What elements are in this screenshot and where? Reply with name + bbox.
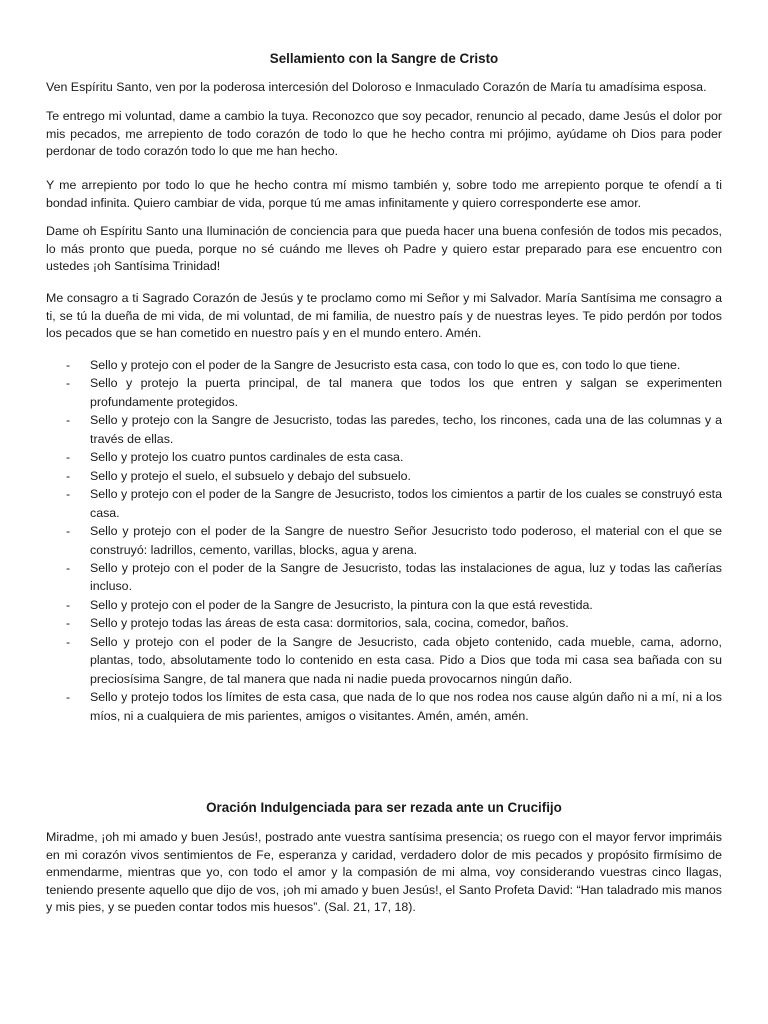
list-item-text: Sello y protejo con el poder de la Sangre de nuestro Señor Jesucristo todo poderoso, el material con el que se construyó: ladrillos, cemento, varillas, blocks, agua y arena. — [90, 524, 722, 557]
list-dash: - — [66, 634, 71, 649]
section-title-sellamiento: Sellamiento con la Sangre de Cristo — [269, 51, 499, 66]
list-dash: - — [66, 358, 71, 372]
list-item — [46, 596, 722, 614]
list-dash: - — [66, 468, 71, 483]
list-item-text: Sello y protejo los cuatro puntos cardinales de esta casa. — [90, 450, 404, 465]
list-dash: - — [66, 690, 71, 705]
list-dash: - — [66, 616, 71, 631]
list-item — [46, 448, 722, 466]
seal-list — [46, 356, 722, 725]
list-item-text: Sello y protejo con el poder de la Sangre de Jesucristo, todos los cimientos a partir de los cuales se construyó esta casa. — [90, 487, 722, 520]
list-item — [46, 374, 722, 411]
list-item — [46, 522, 722, 559]
list-item-text: Sello y protejo la puerta principal, de tal manera que todos los que entren y salgan se experimenten profundamente protegidos. — [90, 376, 722, 409]
list-item — [46, 633, 722, 688]
list-item — [46, 485, 722, 522]
list-item-text: Sello y protejo el suelo, el subsuelo y debajo del subsuelo. — [90, 468, 411, 483]
list-item — [46, 411, 722, 448]
list-item-text: Sello y protejo con el poder de la Sangre de Jesucristo, cada objeto contenido, cada mueble, cama, adorno, plantas, todo, absolutamente todo lo contenido en esta casa. Pido a Dios que toda mi casa sea bañada con su preciosísima Sangre, de tal manera que nada ni nadie pueda provocarnos ningún daño. — [90, 634, 722, 686]
list-item-text: Sello y protejo con la Sangre de Jesucristo, todas las paredes, techo, los rincones, cada una de las columnas y a través de ellas. — [90, 413, 722, 446]
list-dash: - — [66, 524, 71, 539]
paragraph-repentance: Y me arrepiento por todo lo que he hecho contra mí mismo también y, sobre todo me arrepiento porque te ofendí a ti bondad infinita. Quiero cambiar de vida, porque tú me amas infinitamente y quiero corresponderte ese amor. — [46, 178, 722, 210]
list-item-text: Sello y protejo todos los límites de esta casa, que nada de lo que nos rodea nos cause algún daño ni a mí, ni a los míos, ni a cualquiera de mis parientes, amigos o visitantes. Amén, amén, amén. — [90, 690, 722, 723]
list-item-text: Sello y protejo con el poder de la Sangre de Jesucristo, todas las instalaciones de agua, luz y todas las cañerías incluso. — [90, 560, 722, 594]
paragraph-illumination: Dame oh Espíritu Santo una Iluminación de conciencia para que pueda hacer una buena confesión de todos mis pecados, lo más pronto que pueda, porque no sé cuándo me lleves oh Padre y quiero estar preparado para ese encuentro con ustedes ¡oh Santísima Trinidad! — [46, 224, 722, 274]
list-item — [46, 467, 722, 485]
list-dash: - — [66, 597, 71, 612]
list-dash: - — [66, 487, 71, 502]
list-item-text: Sello y protejo con el poder de la Sangre de Jesucristo esta casa, con todo lo que es, con todo lo que tiene. — [90, 358, 681, 372]
list-dash: - — [66, 376, 71, 391]
list-item-text: Sello y protejo con el poder de la Sangre de Jesucristo, la pintura con la que está revestida. — [90, 597, 593, 612]
paragraph-consecration: Me consagro a ti Sagrado Corazón de Jesús y te proclamo como mi Señor y mi Salvador. María Santísima me consagro a ti, se tú la dueña de mi vida, de mi voluntad, de mi familia, de nuestro país y de nuestras leyes. Te pido perdón por todos los pecados que se han cometido en nuestro país y en el mundo entero. Amén. — [46, 291, 722, 341]
list-item — [46, 688, 722, 725]
list-dash: - — [66, 413, 71, 428]
list-item — [46, 614, 722, 632]
section-title-oracion: Oración Indulgenciada para ser rezada ante un Crucifijo — [206, 800, 562, 815]
list-item-text: Sello y protejo todas las áreas de esta casa: dormitorios, sala, cocina, comedor, baños. — [90, 616, 569, 631]
list-item — [46, 559, 722, 596]
paragraph-crucifix-prayer: Miradme, ¡oh mi amado y buen Jesús!, postrado ante vuestra santísima presencia; os ruego con el mayor fervor imprimáis en mi corazón vivos sentimientos de Fe, esperanza y caridad, verdadero dolor de mis pecados y propósito firmísimo de enmendarme, mientras que yo, con todo el amor y la compasión de mi alma, voy considerando vuestras cinco llagas, teniendo presente aquello que dijo de vos, ¡oh mi amado y buen Jesús!, el Santo Profeta David: “Han taladrado mis manos y mis pies, y se pueden contar todos mis huesos”. (Sal. 21, 17, 18). — [46, 830, 722, 915]
list-item — [46, 356, 722, 374]
list-dash: - — [66, 560, 71, 575]
list-dash: - — [66, 450, 71, 465]
paragraph-surrender: Te entrego mi voluntad, dame a cambio la tuya. Reconozco que soy pecador, renuncio al pecado, dame Jesús el dolor por mis pecados, me arrepiento de todo corazón de todo lo que he hecho contra mi prójimo, ayúdame oh Dios para poder perdonar de todo corazón todo lo que me han hecho. — [46, 109, 722, 159]
paragraph-invocation: Ven Espíritu Santo, ven por la poderosa intercesión del Doloroso e Inmaculado Corazón de María tu amadísima esposa. — [46, 80, 707, 94]
